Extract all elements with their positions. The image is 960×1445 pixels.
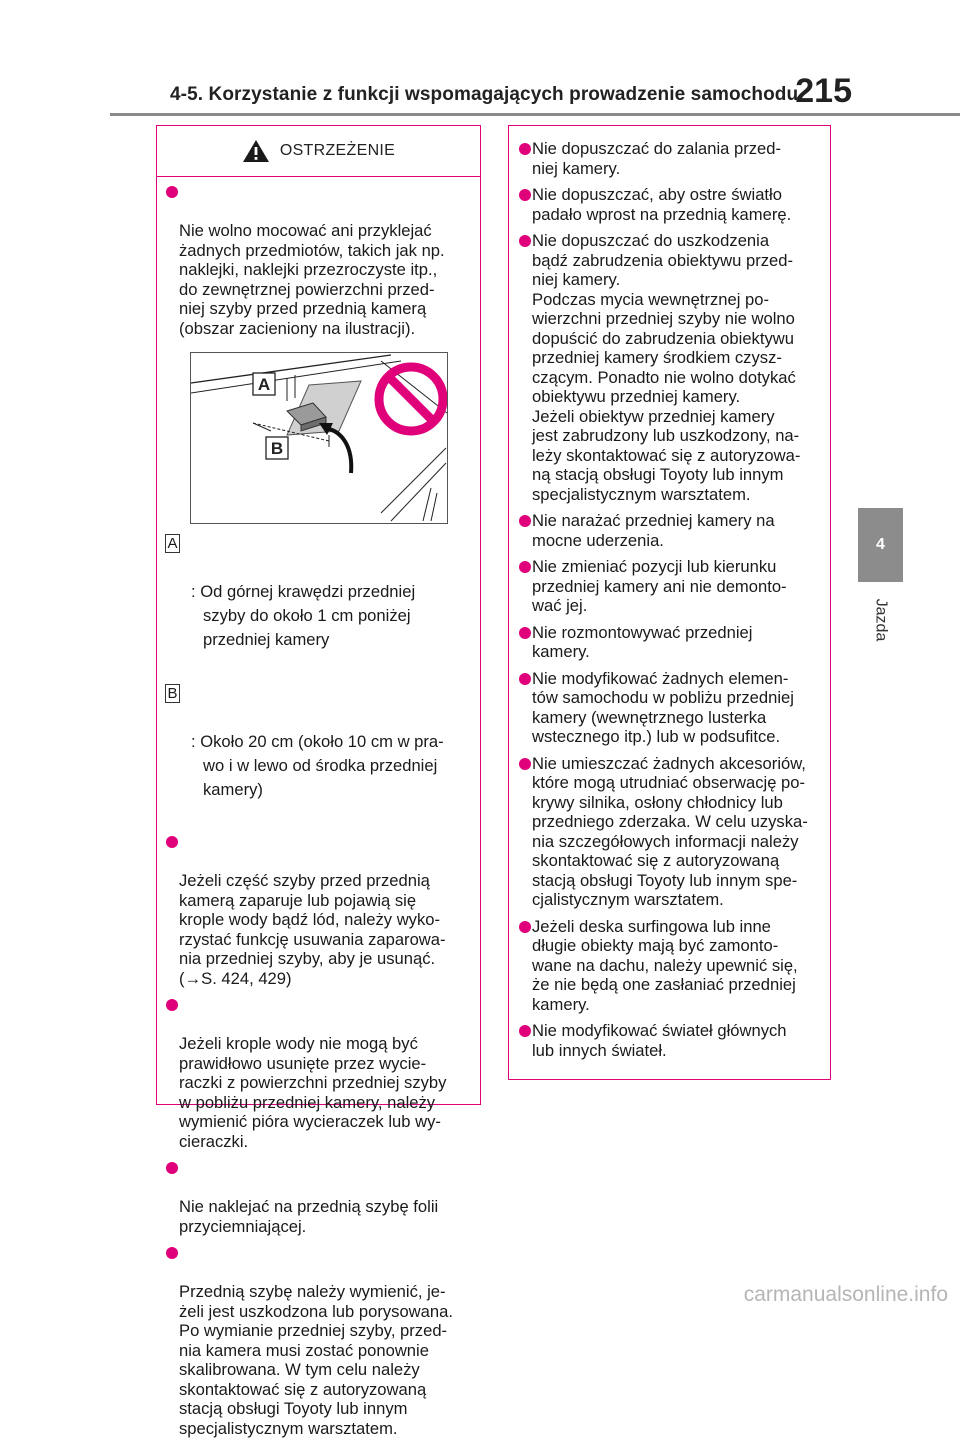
warning-item bbox=[157, 1243, 480, 1438]
warning-item-text: Nie modyfikować świateł głównych lub innych świateł. bbox=[532, 1021, 787, 1060]
bullet-icon bbox=[519, 1025, 531, 1037]
warning-item bbox=[157, 995, 480, 1151]
warning-item bbox=[509, 231, 830, 504]
illustration-label-a: A bbox=[257, 375, 271, 394]
warning-item bbox=[509, 754, 830, 910]
bullet-icon bbox=[519, 189, 531, 201]
warning-item bbox=[157, 832, 480, 988]
warning-item bbox=[509, 185, 830, 224]
bullet-icon bbox=[166, 836, 178, 848]
warning-item bbox=[509, 139, 830, 178]
bullet-icon bbox=[519, 627, 531, 639]
bullet-icon bbox=[519, 515, 531, 527]
legend-key-b: B bbox=[165, 684, 180, 703]
bullet-icon bbox=[166, 1247, 178, 1259]
warning-box-continued bbox=[508, 125, 831, 1080]
warning-item-text: Nie rozmontowywać przedniej kamery. bbox=[532, 622, 753, 661]
warning-item bbox=[509, 623, 830, 662]
chapter-label bbox=[858, 590, 903, 650]
warning-header bbox=[157, 126, 480, 177]
chapter-tab-number: 4 bbox=[876, 536, 885, 553]
warning-item-text: Jeżeli krople wody nie mogą być prawidłowo usunięte przez wycie- raczki z powierzchni przedniej szyby w pobliżu przedniej kamery, należy wymienić pióra wycieraczek lub wy- cieraczki. bbox=[179, 1034, 447, 1151]
bullet-icon bbox=[166, 1162, 178, 1174]
warning-item-text: Nie zmieniać pozycji lub kierunku przedniej kamery ani nie demonto- wać jej. bbox=[532, 557, 787, 615]
warning-item bbox=[509, 511, 830, 550]
warning-item-text: Nie wolno mocować ani przyklejać żadnych przedmiotów, takich jak np. naklejki, naklejki przezroczyste itp., do zewnętrznej powierzchni przed- niej szyby przed przednią kamerą (obszar zacieniony na ilustracji). bbox=[179, 221, 445, 338]
warning-item-text: Jeżeli deska surfingowa lub inne długie obiekty mają być zamonto- wane na dachu, należy upewnić się, że nie będą one zasłaniać przedniej kamery. bbox=[532, 916, 798, 1014]
windshield-camera-illustration bbox=[190, 352, 448, 524]
warning-items-continued bbox=[509, 139, 830, 1067]
warning-item-text: Nie dopuszczać, aby ostre światło padało wprost na przednią kamerę. bbox=[532, 185, 792, 224]
warning-item-text: Nie dopuszczać do zalania przed- niej kamery. bbox=[532, 139, 782, 178]
warning-item-text: Nie naklejać na przednią szybę folii przyciemniającej. bbox=[179, 1197, 439, 1236]
warning-box bbox=[156, 125, 481, 1438]
bullet-icon bbox=[519, 235, 531, 247]
bullet-icon bbox=[166, 186, 178, 198]
bullet-icon bbox=[519, 561, 531, 573]
bullet-icon bbox=[519, 673, 531, 685]
warning-item bbox=[157, 1158, 480, 1236]
illustration-drawing bbox=[191, 353, 447, 523]
bullet-icon bbox=[166, 999, 178, 1011]
warning-items bbox=[157, 182, 480, 1445]
warning-item bbox=[509, 557, 830, 616]
warning-item-text: Nie modyfikować żadnych elemen- tów samochodu w pobliżu przedniej kamery (wewnętrznego lusterka wstecznego itp.) lub w podsufitce. bbox=[532, 668, 794, 746]
legend-text-a: : Od górnej krawędzi przedniej szyby do około 1 cm poniżej przedniej kamery bbox=[191, 582, 416, 649]
warning-item bbox=[509, 1021, 830, 1060]
chapter-tab[interactable] bbox=[858, 508, 903, 582]
header-rule bbox=[110, 113, 960, 116]
warning-item-text: Nie dopuszczać do uszkodzenia bądź zabrudzenia obiektywu przed- niej kamery. Podczas mycia wewnętrznej po- wierzchni przedniej szyby nie wolno dopuścić do zabrudzenia obiektywu przedniej kamery środkiem czysz- czącym. Ponadto nie wolno dotykać obiektywu przedniej kamery. Jeżeli obiektyw przedniej kamery jest zabrudzony lub uszkodzony, na- leży skontaktować się z autoryzowa- ną stacją obsługi Toyoty lub innym specjalistycznym warsztatem. bbox=[532, 231, 801, 504]
page-header-title: 4-5. Korzystanie z funkcji wspomagających prowadzenie samochodu bbox=[170, 84, 799, 105]
site-watermark: carmanualsonline.info bbox=[743, 1283, 948, 1306]
warning-item bbox=[157, 182, 480, 338]
bullet-icon bbox=[519, 143, 531, 155]
page-number: 215 bbox=[795, 72, 852, 110]
prohibited-icon bbox=[379, 367, 443, 431]
bullet-icon bbox=[519, 758, 531, 770]
legend-key-a: A bbox=[165, 534, 180, 553]
legend-row-a bbox=[157, 532, 480, 676]
warning-item-text: Nie umieszczać żadnych akcesoriów, które mogą utrudniać obserwację po- krywy silnika, osłony chłodnicy lub przedniego zderzaka. W celu uzyska- nia szczegółowych informacji należy skontaktować się z autoryzowaną stacją obsługi Toyoty lub innym spe- cjalistycznym warsztatem. bbox=[532, 753, 808, 909]
warning-triangle-icon bbox=[242, 139, 270, 163]
warning-item-text: Przednią szybę należy wymienić, je- żeli jest uszkodzona lub porysowana. Po wymianie przedniej szyby, przed- nia kamera musi zostać ponownie skalibrowana. W tym celu należy skontaktować się z autoryzowaną stacją obsługi Toyoty lub innym specjalistycznym warsztatem. bbox=[179, 1282, 453, 1438]
warning-item-text: Jeżeli część szyby przed przednią kamerą zaparuje lub pojawią się krople wody bądź lód, należy wyko- rzystać funkcję usuwania zaparowa- nia przedniej szyby, aby je usunąć. (→S. 424, 429) bbox=[179, 871, 446, 988]
warning-item bbox=[509, 917, 830, 1015]
warning-title: OSTRZEŻENIE bbox=[279, 142, 396, 159]
bullet-icon bbox=[519, 921, 531, 933]
warning-item-text: Nie narażać przedniej kamery na mocne uderzenia. bbox=[532, 511, 775, 550]
warning-item bbox=[509, 669, 830, 747]
chapter-label-text: Jazda bbox=[872, 598, 890, 642]
legend-text-b: : Około 20 cm (około 10 cm w pra- wo i w lewo od środka przedniej kamery) bbox=[191, 732, 444, 799]
legend-row-b bbox=[157, 682, 480, 826]
illustration-label-b: B bbox=[270, 439, 284, 458]
